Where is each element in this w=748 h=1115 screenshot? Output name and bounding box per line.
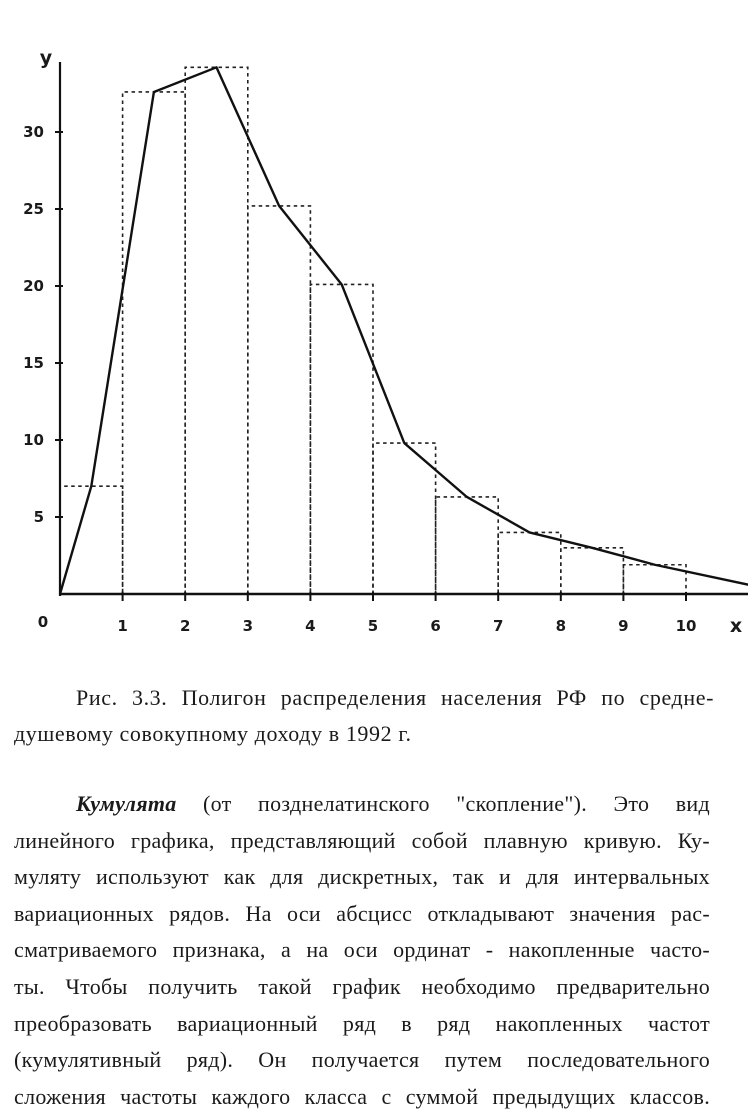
x-tick-label-3: 3 [242, 617, 254, 635]
tick-labels-group [23, 47, 742, 637]
paragraph-line-4: вариационных рядов. На оси абсцисс откладывают значения рас- [14, 900, 710, 926]
paragraph-line-7: преобразовать вариационный ряд в ряд накопленных частот [14, 1010, 710, 1036]
axes-group [55, 62, 748, 601]
y-tick-label-10: 10 [23, 431, 44, 449]
paragraph-line-1-rest: (от позднелатинского "скопление"). Это вид [176, 791, 710, 816]
polygon-line-group [60, 67, 748, 594]
x-tick-label-10: 10 [675, 617, 697, 635]
histogram-bars-group [60, 67, 686, 594]
paragraph-line-2: линейного графика, представляющий собой плавную кривую. Ку- [14, 827, 710, 853]
x-tick-label-1: 1 [117, 617, 128, 635]
x-tick-label-2: 2 [179, 617, 191, 635]
histogram-bar-7 [436, 497, 499, 594]
histogram-bar-6 [373, 443, 436, 594]
paragraph-line-9: сложения частоты каждого класса с суммой предыдущих классов. [14, 1083, 710, 1109]
y-tick-label-15: 15 [23, 354, 44, 372]
term-kumulyata: Кумулята [76, 791, 177, 816]
cumulate-definition-paragraph [14, 786, 710, 1115]
paragraph-line-8: (кумулятивный ряд). Он получается путем последовательного [14, 1047, 710, 1073]
x-tick-label-4: 4 [305, 617, 316, 635]
origin-label: 0 [37, 613, 49, 631]
histogram-bar-2 [123, 92, 186, 594]
paragraph-line-6: ты. Чтобы получить такой график необходимо предварительно [14, 973, 710, 999]
x-tick-label-6: 6 [430, 617, 441, 635]
paragraph-line-3: муляту используют как для дискретных, так и для интервальных [14, 864, 710, 890]
y-tick-label-5: 5 [33, 508, 44, 526]
histogram-bar-3 [185, 67, 248, 594]
y-tick-label-30: 30 [23, 123, 44, 141]
histogram-bar-1 [60, 486, 123, 594]
x-axis-label: x [729, 615, 743, 637]
paragraph-line-1 [14, 786, 710, 823]
x-tick-label-8: 8 [555, 617, 567, 635]
y-tick-label-20: 20 [23, 277, 44, 295]
x-tick-label-9: 9 [618, 617, 629, 635]
y-tick-label-25: 25 [23, 200, 44, 218]
caption-line-1: Рис. 3.3. Полигон распределения населения РФ по средне- [76, 685, 714, 710]
y-axis-label: y [39, 47, 53, 69]
x-tick-label-7: 7 [492, 617, 504, 635]
histogram-bar-4 [248, 206, 311, 594]
x-tick-label-5: 5 [367, 617, 379, 635]
distribution-polygon-line [60, 67, 748, 594]
histogram-bar-5 [310, 284, 373, 594]
histogram-bar-8 [498, 532, 561, 594]
paragraph-line-5: сматриваемого признака, а на оси ординат - накопленные часто- [14, 937, 710, 963]
figure-caption [14, 680, 714, 752]
caption-line-2: душевому совокупному доходу в 1992 г. [14, 721, 412, 746]
